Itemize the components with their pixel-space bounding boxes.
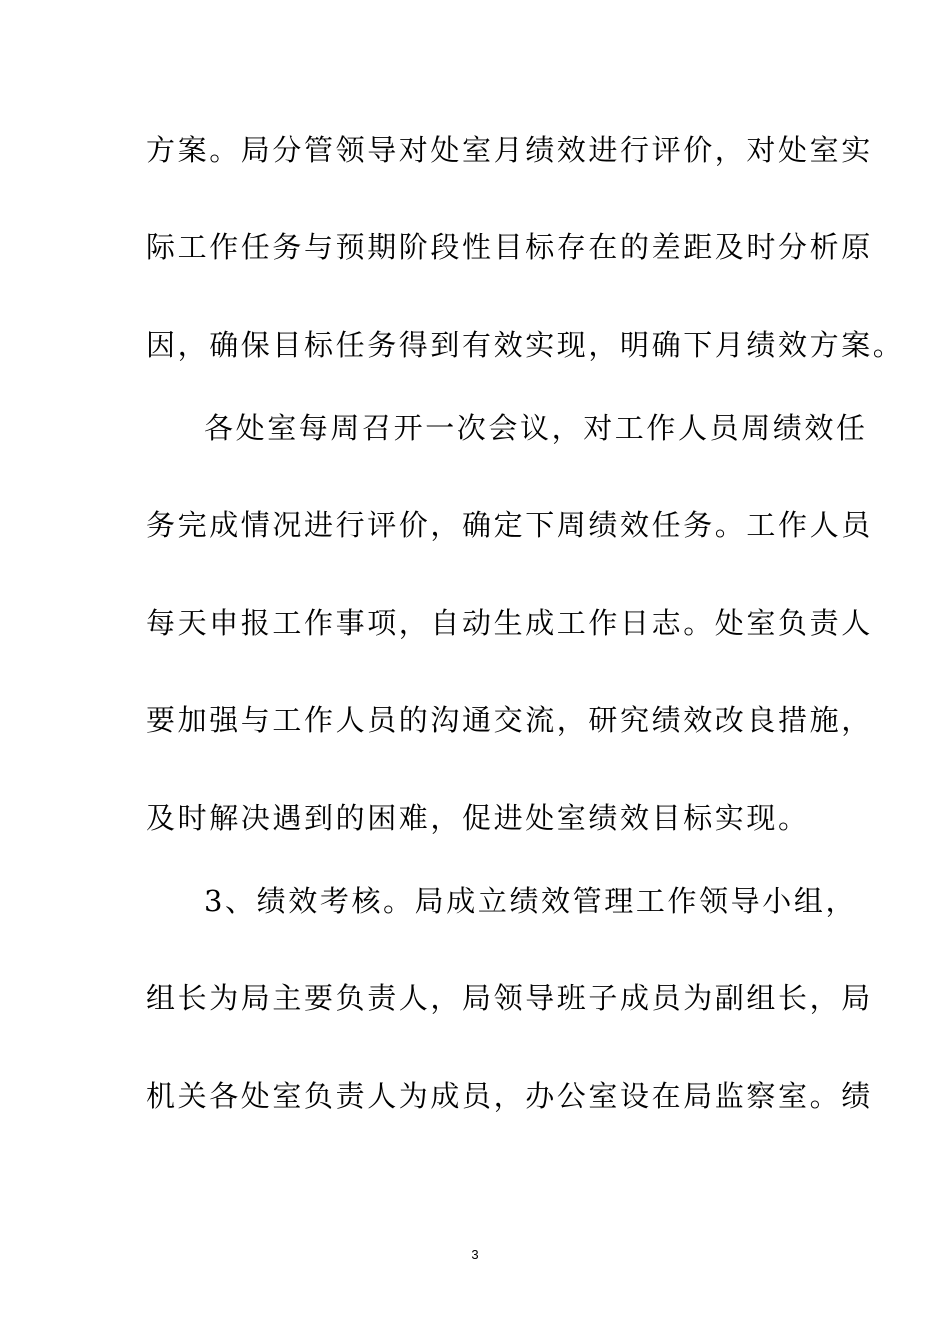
text-line: 组长为局主要负责人，局领导班子成员为副组长，局 bbox=[146, 981, 873, 1015]
text-line: 要加强与工作人员的沟通交流，研究绩效改良措施， bbox=[146, 703, 873, 737]
text-line: 际工作任务与预期阶段性目标存在的差距及时分析原 bbox=[146, 230, 873, 264]
text-line: 及时解决遇到的困难，促进处室绩效目标实现。 bbox=[146, 801, 810, 835]
text-line: 每天申报工作事项，自动生成工作日志。处室负责人 bbox=[146, 606, 873, 640]
text-line: 因，确保目标任务得到有效实现，明确下月绩效方案。 bbox=[146, 328, 905, 362]
page-number: 3 bbox=[471, 1247, 479, 1262]
paragraph-start-line: 3、绩效考核。局成立绩效管理工作领导小组， bbox=[204, 884, 858, 918]
text-line: 机关各处室负责人为成员，办公室设在局监察室。绩 bbox=[146, 1079, 873, 1113]
text-line: 方案。局分管领导对处室月绩效进行评价，对处室实 bbox=[146, 133, 873, 167]
text-line: 务完成情况进行评价，确定下周绩效任务。工作人员 bbox=[146, 508, 873, 542]
paragraph-start-line: 各处室每周召开一次会议，对工作人员周绩效任 bbox=[204, 411, 868, 445]
